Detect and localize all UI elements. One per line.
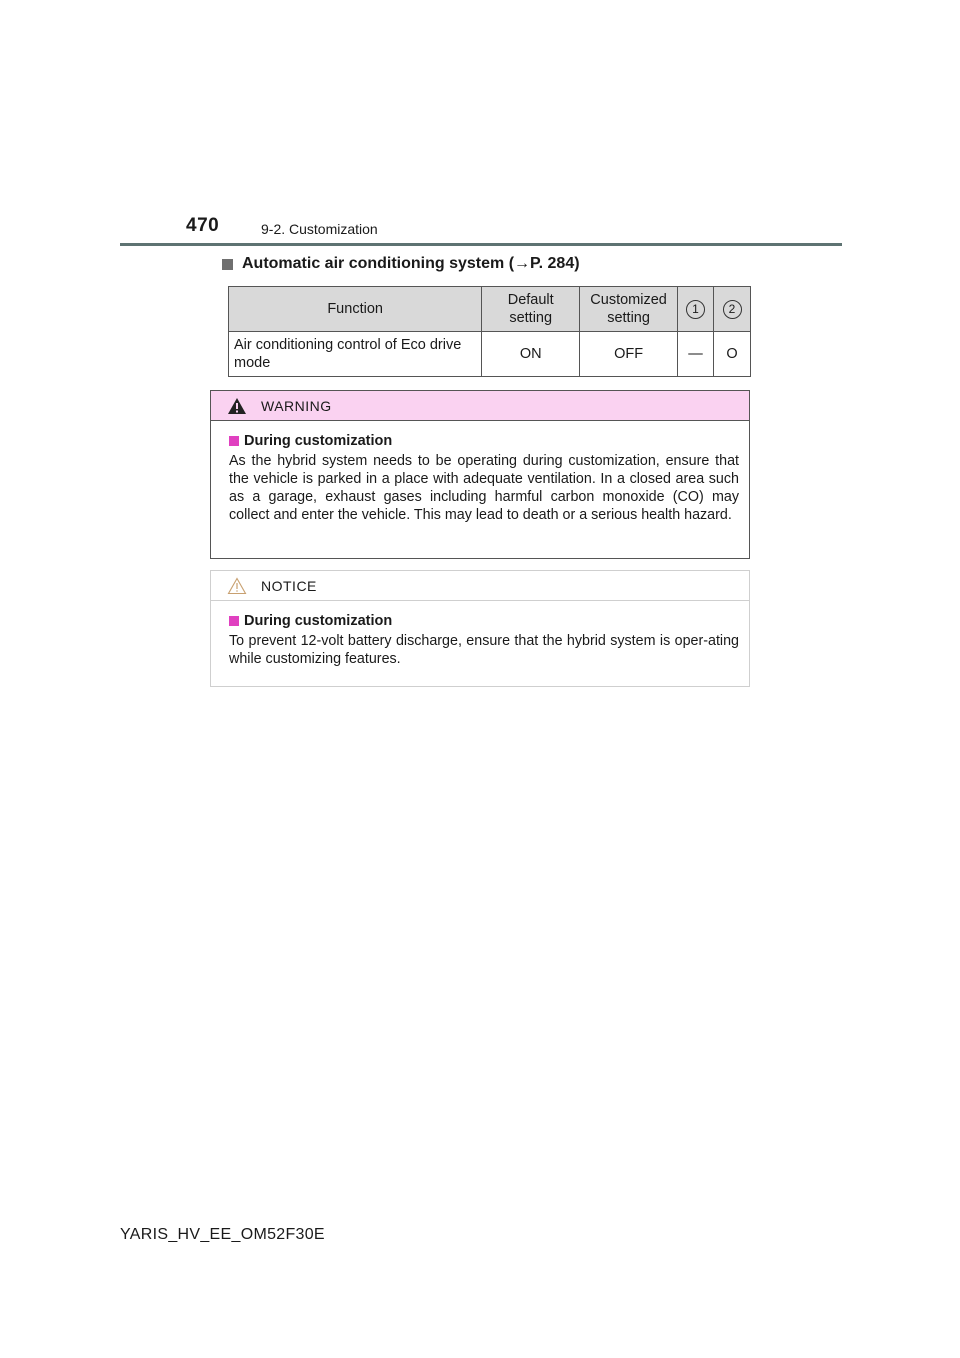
header-customized: Customized setting <box>580 287 678 332</box>
warning-triangle-icon <box>227 397 247 415</box>
notice-box <box>210 570 750 687</box>
subsection-title: Automatic air conditioning system (→P. 284) <box>242 255 580 272</box>
notice-title <box>229 613 739 629</box>
warning-text: As the hybrid system needs to be operating during customization, ensure that the vehicle is parked in a place with adequate ventilation. In a closed area such as a garage, exhaust gases including harmful carbon monoxide (CO) may collect and enter the vehicle. This may lead to death or a serious health hazard. <box>229 453 739 523</box>
page-number: 470 <box>186 215 220 236</box>
cell-default: ON <box>482 332 580 377</box>
document-id: YARIS_HV_EE_OM52F30E <box>120 1226 325 1243</box>
cell-col1: — <box>678 332 714 377</box>
square-bullet-icon <box>229 616 239 626</box>
header-rule <box>120 243 842 246</box>
table-header-row <box>229 287 751 332</box>
warning-label: WARNING <box>261 397 332 414</box>
table-row <box>229 332 751 377</box>
notice-text: To prevent 12-volt battery discharge, ensure that the hybrid system is oper-ating while customizing features. <box>229 633 739 667</box>
square-bullet-icon <box>229 436 239 446</box>
warning-title-text: During customization <box>244 433 393 449</box>
warning-box <box>210 390 750 559</box>
notice-label: NOTICE <box>261 577 317 594</box>
warning-header <box>211 391 749 421</box>
customization-table <box>228 286 751 377</box>
notice-header <box>211 571 749 601</box>
header-function: Function <box>229 287 482 332</box>
header-col1 <box>678 287 714 332</box>
circled-number-2: 2 <box>723 300 742 319</box>
square-bullet-icon <box>222 259 233 270</box>
cell-col2: O <box>714 332 751 377</box>
warning-title <box>229 433 739 449</box>
notice-triangle-icon <box>227 577 247 595</box>
cell-customized: OFF <box>580 332 678 377</box>
header-default: Default setting <box>482 287 580 332</box>
header-col2 <box>714 287 751 332</box>
section-label: 9-2. Customization <box>261 221 378 237</box>
notice-title-text: During customization <box>244 613 393 629</box>
circled-number-1: 1 <box>686 300 705 319</box>
cell-function: Air conditioning control of Eco drive mode <box>229 332 482 377</box>
subsection-heading <box>222 255 580 273</box>
